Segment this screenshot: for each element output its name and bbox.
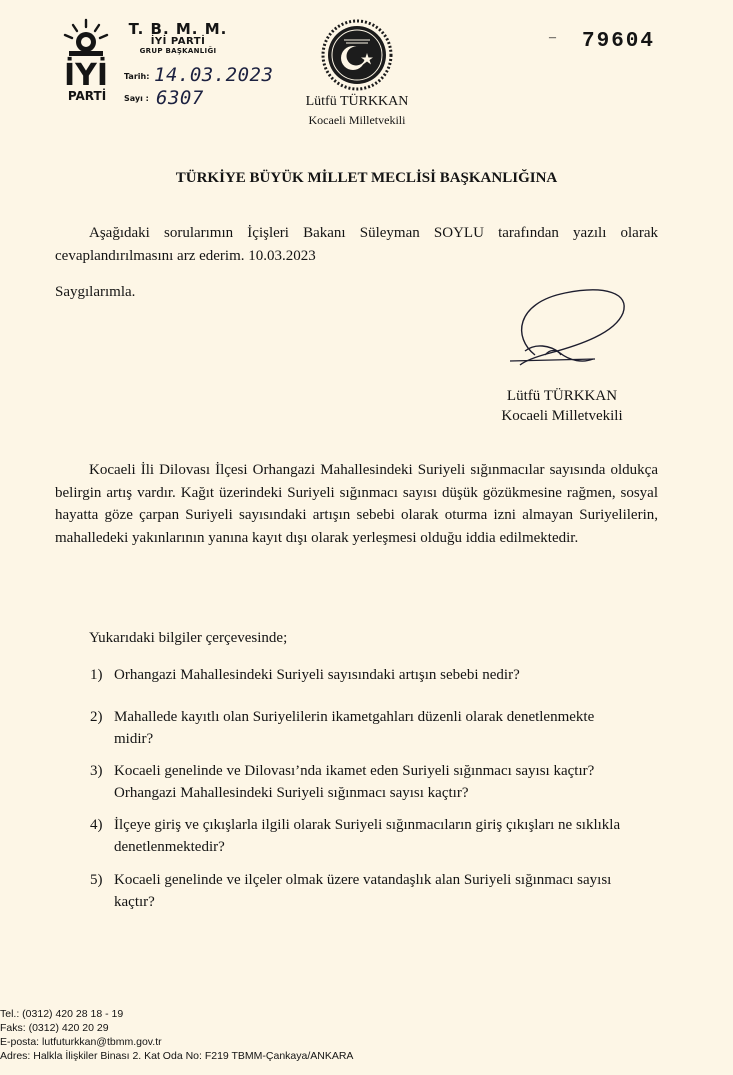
question-item	[90, 761, 670, 804]
question-text: İlçeye giriş ve çıkışlarla ilgili olarak Suriyeli sığınmacıların giriş çıkışları ne sıklıkla denetlenmektedir?	[114, 817, 621, 855]
footer-tel: Tel.: (0312) 420 28 18 - 19	[0, 1008, 124, 1020]
footer-address: Adres: Halkla İlişkiler Binası 2. Kat Oda No: F219 TBMM-Çankaya/ANKARA	[0, 1050, 354, 1062]
question-number: 3)	[90, 763, 103, 779]
question-text: Kocaeli genelinde ve Dilovası’nda ikamet eden Suriyeli sığınmacı sayısı kaçtır? Orhangazi Mahallesindeki Suriyeli sığınmacı sayısı kaçtır?	[114, 763, 595, 801]
footer-email: E-posta: lutfuturkkan@tbmm.gov.tr	[0, 1036, 162, 1048]
number-label: Sayı :	[124, 94, 149, 103]
tbmm-emblem	[320, 18, 394, 92]
date-label: Tarih:	[124, 72, 150, 81]
greeting: Saygılarımla.	[55, 284, 136, 300]
stamp-office: GRUP BAŞKANLIĞI	[139, 47, 217, 55]
question-text: Kocaeli genelinde ve ilçeler olmak üzere vatandaşlık alan Suriyeli sığınmacı sayısı kaçtır?	[114, 872, 612, 910]
mp-role: Kocaeli Milletvekili	[308, 113, 406, 127]
date-value: 14.03.2023	[154, 64, 274, 86]
party-logo-text: İYİ	[63, 58, 109, 93]
footer-fax: Faks: (0312) 420 20 29	[0, 1022, 109, 1034]
question-item	[90, 707, 670, 750]
question-text: Orhangazi Mahallesindeki Suriyeli sayısındaki artışın sebebi nedir?	[114, 667, 520, 683]
question-number: 1)	[90, 667, 103, 683]
mp-name: Lütfü TÜRKKAN	[305, 94, 409, 109]
registry-number: 79604	[582, 30, 656, 53]
signatory-name: Lütfü TÜRKKAN	[506, 388, 618, 404]
question-item	[90, 815, 670, 858]
signatory-role: Kocaeli Milletvekili	[501, 408, 623, 424]
stamp-title: T. B. M. M.	[128, 20, 228, 38]
question-number: 5)	[90, 872, 103, 888]
handwritten-signature	[505, 283, 635, 373]
question-item	[90, 665, 670, 687]
stamp-party: İYİ PARTİ	[150, 36, 206, 47]
body-paragraph: Kocaeli İli Dilovası İlçesi Orhangazi Mahallesindeki Suriyeli sığınmacılar sayısında oldukça belirgin artış vardır. Kağıt üzerindeki Suriyeli sığınmacı sayısı düşük gözükmesine rağmen, sosyal hayatta göze çarpan Suriyeli sayısındaki artışın sebebi olarak oturma izni almayan Suriyelilerin, mahalledeki yakınlarının yanına kayıt dışı olarak yerleşmesi olduğu iddia edilmektedir.	[55, 462, 658, 546]
question-number: 2)	[90, 709, 103, 725]
document-title: TÜRKİYE BÜYÜK MİLLET MECLİSİ BAŞKANLIĞINA	[175, 170, 558, 186]
question-text: Mahallede kayıtlı olan Suriyelilerin ikametgahları düzenli olarak denetlenmekte midir?	[114, 709, 595, 747]
question-item	[90, 870, 670, 913]
number-value: 6307	[156, 87, 204, 109]
lead-sentence: Yukarıdaki bilgiler çerçevesinde;	[89, 630, 288, 646]
question-number: 4)	[90, 817, 103, 833]
party-name: PARTİ	[67, 89, 107, 103]
registry-dash: –	[549, 30, 556, 45]
intro-paragraph: Aşağıdaki sorularımın İçişleri Bakanı Süleyman SOYLU tarafından yazılı olarak cevaplandırılmasını arz ederim. 10.03.2023	[55, 225, 658, 264]
